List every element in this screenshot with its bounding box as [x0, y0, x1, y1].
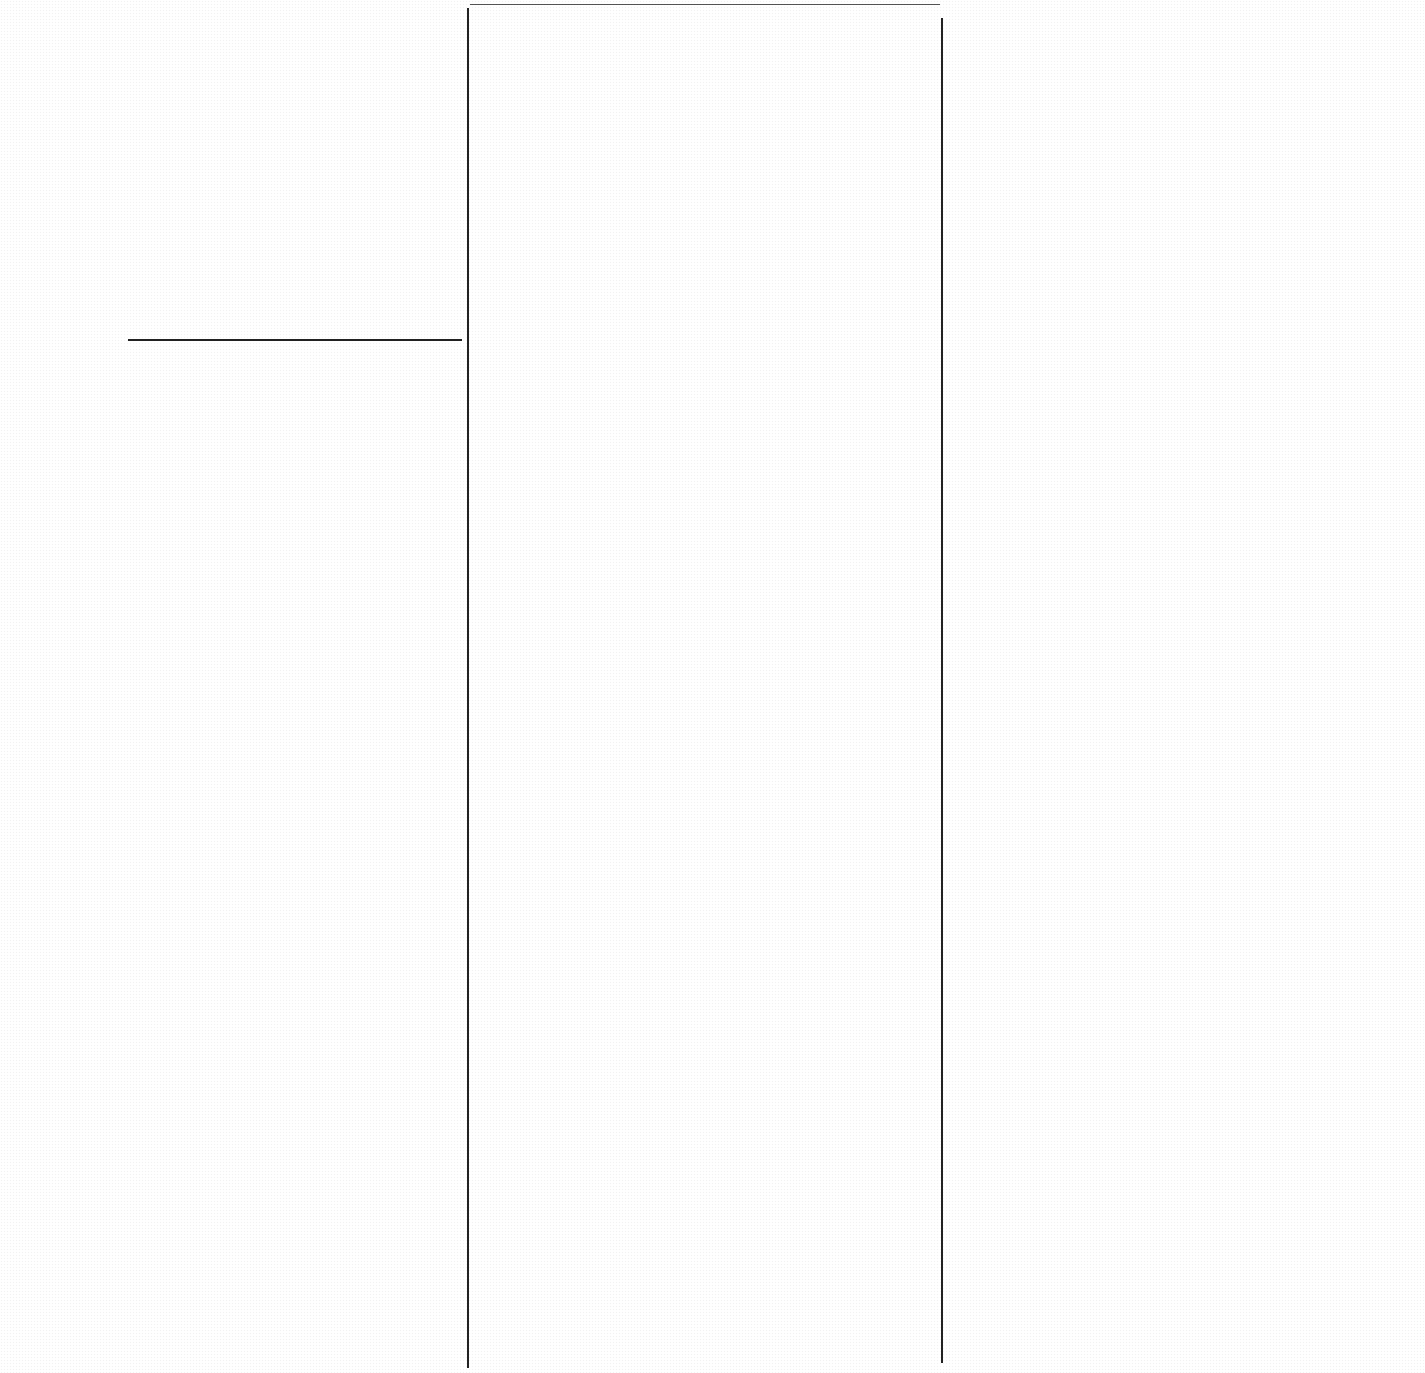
- column-divider-right: [941, 18, 943, 1363]
- notice-body-middle-column: [478, 12, 940, 1373]
- top-divider: [470, 4, 940, 5]
- signature-underline: [128, 339, 462, 341]
- notice-left-column: [4, 18, 465, 1373]
- notice-body-left-column: [4, 18, 465, 336]
- notice-middle-column: [478, 12, 940, 1373]
- notice-body-right-column: [958, 470, 1419, 1367]
- column-divider-left: [467, 8, 469, 1368]
